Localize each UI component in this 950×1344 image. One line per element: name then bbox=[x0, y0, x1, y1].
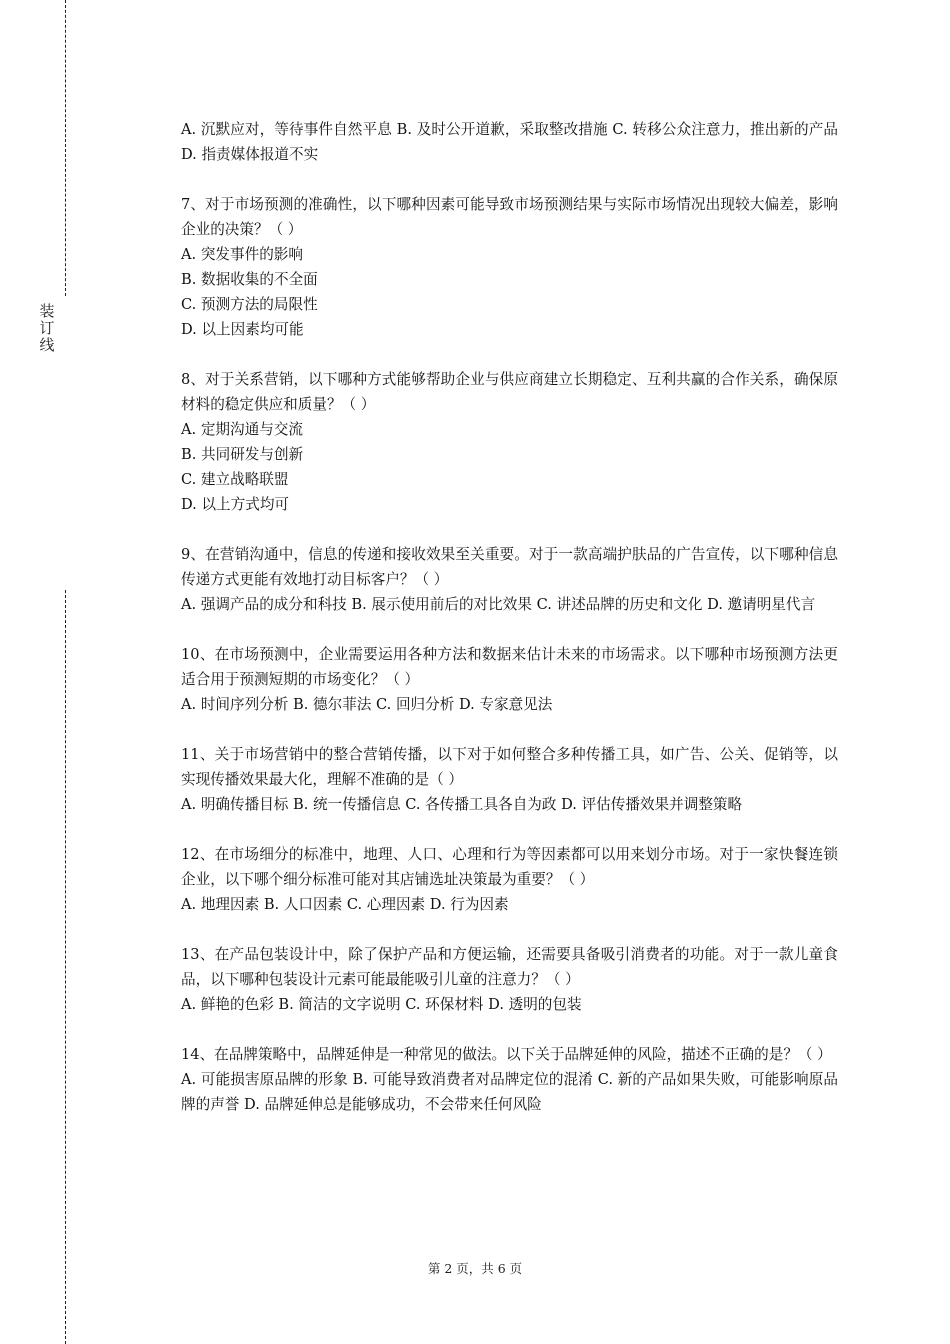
question-options: A. 地理因素 B. 人口因素 C. 心理因素 D. 行为因素 bbox=[181, 896, 509, 913]
question-13 bbox=[181, 942, 838, 1017]
question-14 bbox=[181, 1042, 838, 1117]
question-stem: 10、在市场预测中，企业需要运用各种方法和数据来估计未来的市场需求。以下哪种市场预测方法更适合用于预测短期的市场变化？（ ） bbox=[181, 646, 838, 688]
question-stem: 11、关于市场营销中的整合营销传播，以下对于如何整合多种传播工具，如广告、公关、促销等，以实现传播效果最大化，理解不准确的是（ ） bbox=[181, 746, 838, 788]
question-stem: 14、在品牌策略中，品牌延伸是一种常见的做法。以下关于品牌延伸的风险，描述不正确的是？（ ） bbox=[181, 1046, 832, 1063]
question-options: A. 时间序列分析 B. 德尔菲法 C. 回归分析 D. 专家意见法 bbox=[181, 696, 553, 713]
question-7 bbox=[181, 192, 838, 342]
option-c: C. 预测方法的局限性 bbox=[181, 296, 318, 313]
question-options: A. 鲜艳的色彩 B. 简洁的文字说明 C. 环保材料 D. 透明的包装 bbox=[181, 996, 582, 1013]
question-list bbox=[181, 117, 838, 1142]
page-indicator: 第 2 页，共 6 页 bbox=[427, 1261, 523, 1276]
option-a: A. 定期沟通与交流 bbox=[181, 421, 303, 438]
binding-line-top bbox=[65, 0, 66, 296]
question-10 bbox=[181, 642, 838, 717]
question-8 bbox=[181, 367, 838, 517]
question-options: A. 强调产品的成分和科技 B. 展示使用前后的对比效果 C. 讲述品牌的历史和文化 D. 邀请明星代言 bbox=[181, 596, 816, 613]
option-c: C. 建立战略联盟 bbox=[181, 471, 289, 488]
option-d: D. 以上方式均可 bbox=[181, 496, 290, 513]
question-stem: 8、对于关系营销，以下哪种方式能够帮助企业与供应商建立长期稳定、互利共赢的合作关系，确保原材料的稳定供应和质量？（ ） bbox=[181, 371, 838, 413]
question-6-continued bbox=[181, 117, 838, 167]
question-12 bbox=[181, 842, 838, 917]
binding-line-label: 装订线 bbox=[39, 302, 55, 354]
question-11 bbox=[181, 742, 838, 817]
question-options: A. 可能损害原品牌的形象 B. 可能导致消费者对品牌定位的混淆 C. 新的产品如果失败，可能影响原品牌的声誉 D. 品牌延伸总是能够成功，不会带来任何风险 bbox=[181, 1071, 838, 1113]
binding-line-bottom bbox=[65, 590, 66, 1344]
question-stem: 13、在产品包装设计中，除了保护产品和方便运输，还需要具备吸引消费者的功能。对于一款儿童食品，以下哪种包装设计元素可能最能吸引儿童的注意力？（ ） bbox=[181, 946, 838, 988]
question-9 bbox=[181, 542, 838, 617]
option-d: D. 以上因素均可能 bbox=[181, 321, 304, 338]
option-b: B. 共同研发与创新 bbox=[181, 446, 304, 463]
question-stem: 9、在营销沟通中，信息的传递和接收效果至关重要。对于一款高端护肤品的广告宣传，以下哪种信息传递方式更能有效地打动目标客户？（ ） bbox=[181, 546, 838, 588]
question-stem: 12、在市场细分的标准中，地理、人口、心理和行为等因素都可以用来划分市场。对于一家快餐连锁企业，以下哪个细分标准可能对其店铺选址决策最为重要？（ ） bbox=[181, 846, 838, 888]
question-stem: 7、对于市场预测的准确性，以下哪种因素可能导致市场预测结果与实际市场情况出现较大偏差，影响企业的决策？（ ） bbox=[181, 196, 838, 238]
option-a: A. 突发事件的影响 bbox=[181, 246, 303, 263]
question-options: A. 明确传播目标 B. 统一传播信息 C. 各传播工具各自为政 D. 评估传播效果并调整策略 bbox=[181, 796, 743, 813]
question-options: A. 沉默应对，等待事件自然平息 B. 及时公开道歉，采取整改措施 C. 转移公众注意力，推出新的产品 D. 指责媒体报道不实 bbox=[181, 121, 838, 163]
option-b: B. 数据收集的不全面 bbox=[181, 271, 318, 288]
